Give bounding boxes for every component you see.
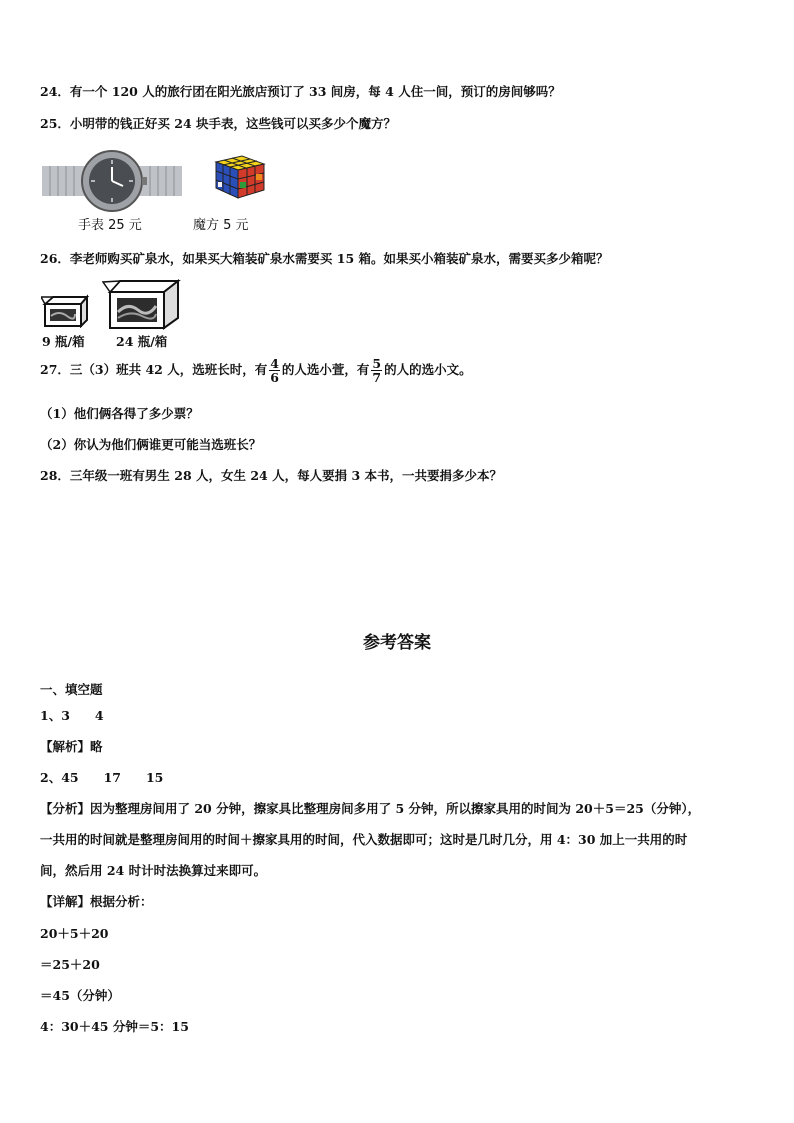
calc-step-3: ＝45（分钟）	[40, 988, 120, 1003]
section-fill-blank: 一、填空题	[40, 682, 103, 697]
question-27-mid: 的人选小萱，有	[281, 362, 370, 377]
cube-caption: 魔方 5 元	[193, 218, 249, 233]
question-24: 24．有一个 120 人的旅行团在阳光旅店预订了 33 间房，每 4 人住一间，预订的房间够吗？	[40, 84, 561, 99]
answer-2-analysis-line1: 【分析】因为整理房间用了 20 分钟，擦家具比整理房间多用了 5 分钟，所以擦家具用的时间为 20＋5＝25（分钟），	[40, 801, 701, 816]
watch-icon	[42, 150, 182, 212]
calc-step-2: ＝25＋20	[40, 957, 100, 972]
question-27-suffix: 的人的选小文。	[384, 362, 472, 377]
fraction-5-7: $\frac{5}{7}$	[372, 356, 382, 385]
question-28: 28．三年级一班有男生 28 人，女生 24 人，每人要捐 3 本书，一共要捐多少本？	[40, 468, 502, 483]
rubiks-cube-icon	[212, 152, 268, 200]
question-27-sub1: （1）他们俩各得了多少票？	[40, 406, 199, 421]
answers-title: 参考答案	[363, 633, 431, 653]
answer-2-analysis-line2: 一共用的时间就是整理房间用的时间＋擦家具用的时间，代入数据即可；这时是几时几分，用 4：30 加上一共用的时	[40, 832, 688, 847]
question-26: 26．李老师购买矿泉水，如果买大箱装矿泉水需要买 15 箱。如果买小箱装矿泉水，需要买多少箱呢？	[40, 251, 609, 266]
fraction-4-6: $\frac{4}{6}$	[270, 356, 279, 385]
answer-2: 2、45 17 15	[40, 770, 164, 785]
large-box-icon	[102, 278, 182, 330]
answer-1-analysis: 【解析】略	[40, 739, 103, 754]
watch-caption: 手表 25 元	[78, 218, 142, 233]
calc-step-4: 4：30＋45 分钟＝5：15	[40, 1019, 189, 1034]
small-box-icon	[41, 294, 91, 328]
question-27	[40, 356, 472, 384]
answer-2-detail: 【详解】根据分析：	[40, 894, 153, 909]
small-box-caption: 9 瓶/箱	[42, 334, 85, 349]
question-27-sub2: （2）你认为他们俩谁更可能当选班长？	[40, 437, 262, 452]
question-27-prefix: 27．三（3）班共 42 人，选班长时，有	[40, 362, 268, 377]
calc-step-1: 20＋5＋20	[40, 926, 109, 941]
answer-1: 1、3 4	[40, 708, 104, 723]
answer-2-analysis-line3: 间，然后用 24 时计时法换算过来即可。	[40, 863, 267, 878]
large-box-caption: 24 瓶/箱	[116, 334, 168, 349]
question-25: 25．小明带的钱正好买 24 块手表，这些钱可以买多少个魔方？	[40, 116, 396, 131]
